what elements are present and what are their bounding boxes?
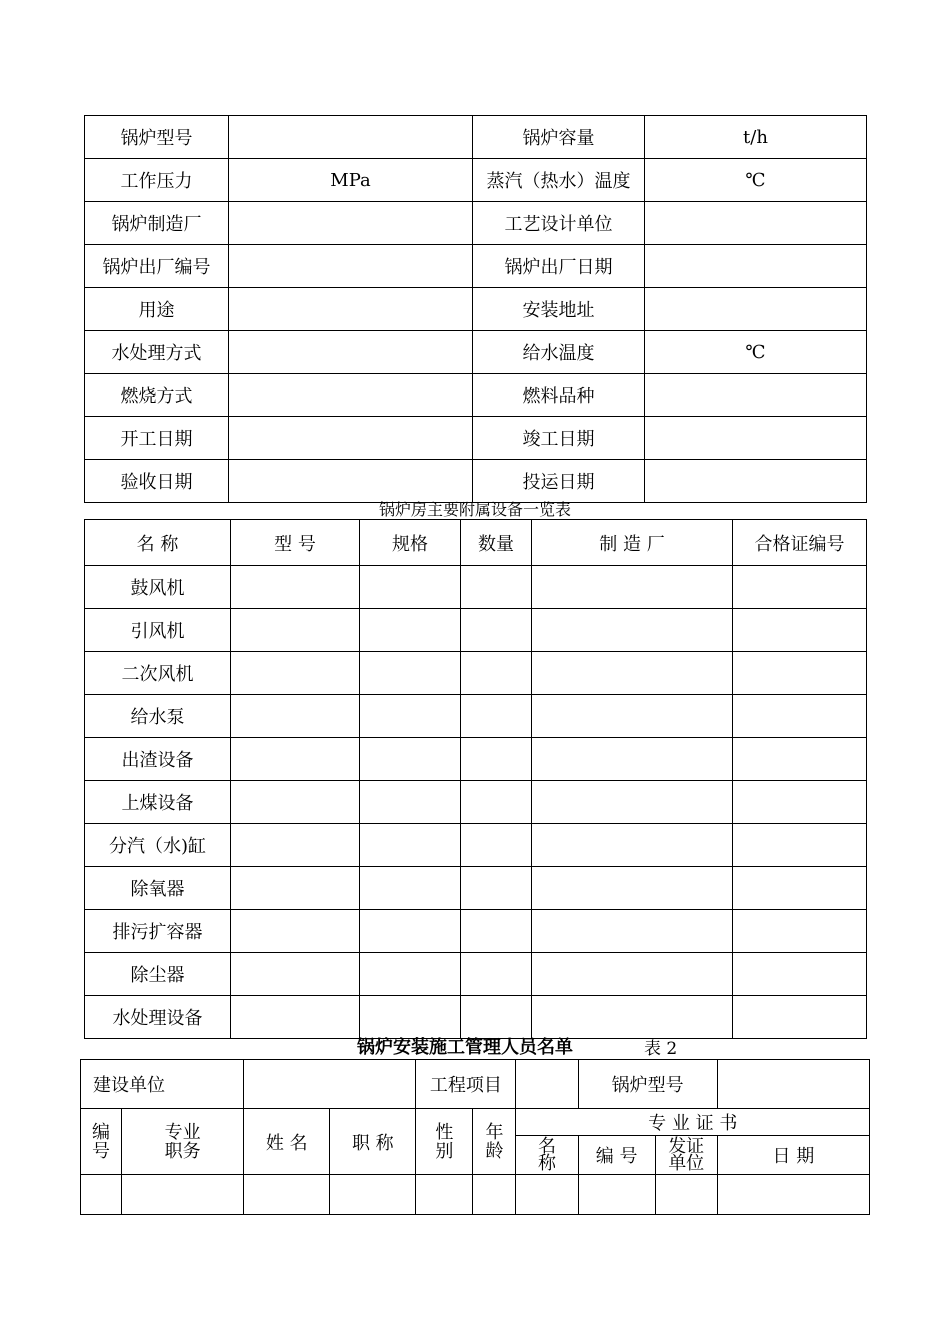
equipment-name: 给水泵 xyxy=(85,695,231,738)
boiler-info-label: 锅炉型号 xyxy=(85,116,229,159)
boiler-info-label: 水处理方式 xyxy=(85,331,229,374)
equipment-caption: 锅炉房主要附属设备一览表 xyxy=(378,500,571,519)
equipment-cell xyxy=(461,910,532,953)
col-number-line: 编 xyxy=(92,1121,111,1143)
boiler-info-value xyxy=(229,374,473,417)
equipment-cell xyxy=(532,781,733,824)
boiler-info-value xyxy=(229,417,473,460)
equipment-row xyxy=(85,910,867,953)
equipment-cell xyxy=(733,738,867,781)
boiler-info-row xyxy=(85,460,867,503)
equipment-row xyxy=(85,695,867,738)
empty-cell xyxy=(473,1175,516,1215)
equipment-row xyxy=(85,953,867,996)
col-gender-line: 性 xyxy=(435,1121,454,1143)
empty-cell xyxy=(655,1175,717,1215)
equipment-row xyxy=(85,566,867,609)
boiler-info-label: 开工日期 xyxy=(85,417,229,460)
boiler-info-label: 竣工日期 xyxy=(473,417,645,460)
equipment-name: 除氧器 xyxy=(85,867,231,910)
equipment-name: 引风机 xyxy=(85,609,231,652)
boiler-info-row xyxy=(85,288,867,331)
equipment-header: 制 造 厂 xyxy=(532,520,733,566)
boiler-model-value xyxy=(717,1060,869,1109)
equipment-cell xyxy=(231,695,360,738)
col-gender-header xyxy=(416,1109,473,1175)
boiler-info-label: 锅炉出厂编号 xyxy=(85,245,229,288)
empty-cell xyxy=(244,1175,330,1215)
equipment-header: 型 号 xyxy=(231,520,360,566)
equipment-header: 名 称 xyxy=(85,520,231,566)
equipment-cell xyxy=(231,824,360,867)
equipment-cell xyxy=(733,695,867,738)
boiler-info-row xyxy=(85,202,867,245)
equipment-cell xyxy=(532,609,733,652)
equipment-cell xyxy=(532,953,733,996)
equipment-row xyxy=(85,824,867,867)
equipment-cell xyxy=(231,953,360,996)
equipment-header: 规格 xyxy=(360,520,461,566)
equipment-cell xyxy=(360,867,461,910)
equipment-name: 排污扩容器 xyxy=(85,910,231,953)
equipment-cell xyxy=(733,781,867,824)
equipment-cell xyxy=(532,996,733,1039)
equipment-cell xyxy=(532,695,733,738)
equipment-row xyxy=(85,738,867,781)
equipment-name: 二次风机 xyxy=(85,652,231,695)
boiler-info-label: 蒸汽（热水）温度 xyxy=(473,159,645,202)
col-age-line: 年 xyxy=(485,1121,504,1143)
equipment-cell xyxy=(231,609,360,652)
build-unit-label: 建设单位 xyxy=(81,1060,244,1109)
boiler-info-label: 给水温度 xyxy=(473,331,645,374)
boiler-info-row xyxy=(85,159,867,202)
equipment-cell xyxy=(360,910,461,953)
boiler-model-label: 锅炉型号 xyxy=(578,1060,717,1109)
equipment-cell xyxy=(733,652,867,695)
equipment-cell xyxy=(461,824,532,867)
equipment-cell xyxy=(360,695,461,738)
personnel-table xyxy=(80,1059,870,1215)
equipment-name: 分汽（水)缸 xyxy=(85,824,231,867)
equipment-cell xyxy=(733,867,867,910)
boiler-info-row xyxy=(85,245,867,288)
boiler-info-value xyxy=(645,288,867,331)
equipment-cell xyxy=(231,652,360,695)
equipment-row xyxy=(85,867,867,910)
boiler-info-value xyxy=(229,331,473,374)
equipment-cell xyxy=(532,566,733,609)
col-duty-header xyxy=(122,1109,244,1175)
boiler-info-label: 用途 xyxy=(85,288,229,331)
equipment-cell xyxy=(733,953,867,996)
boiler-info-row xyxy=(85,116,867,159)
equipment-name: 出渣设备 xyxy=(85,738,231,781)
project-value xyxy=(516,1060,578,1109)
equipment-cell xyxy=(532,910,733,953)
equipment-cell xyxy=(461,566,532,609)
equipment-cell xyxy=(231,738,360,781)
equipment-cell xyxy=(733,910,867,953)
boiler-info-label: 验收日期 xyxy=(85,460,229,503)
boiler-info-value: ℃ xyxy=(645,159,867,202)
equipment-cell xyxy=(733,824,867,867)
equipment-cell xyxy=(733,996,867,1039)
personnel-header-row xyxy=(81,1109,870,1136)
equipment-name: 除尘器 xyxy=(85,953,231,996)
cert-number-header: 编 号 xyxy=(578,1136,655,1175)
equipment-cell xyxy=(733,609,867,652)
equipment-header: 合格证编号 xyxy=(733,520,867,566)
equipment-cell xyxy=(231,867,360,910)
equipment-cell xyxy=(461,652,532,695)
equipment-cell xyxy=(461,867,532,910)
equipment-cell xyxy=(231,566,360,609)
equipment-cell xyxy=(532,738,733,781)
empty-cell xyxy=(578,1175,655,1215)
col-age-header xyxy=(473,1109,516,1175)
equipment-cell xyxy=(360,953,461,996)
equipment-cell xyxy=(461,695,532,738)
equipment-cell xyxy=(532,652,733,695)
boiler-info-value: t/h xyxy=(645,116,867,159)
boiler-info-row xyxy=(85,331,867,374)
col-duty-line: 职务 xyxy=(164,1140,201,1162)
boiler-info-label: 锅炉出厂日期 xyxy=(473,245,645,288)
equipment-cell xyxy=(360,996,461,1039)
cert-group-header: 专 业 证 书 xyxy=(516,1109,870,1136)
equipment-name: 上煤设备 xyxy=(85,781,231,824)
personnel-top-row xyxy=(81,1060,870,1109)
empty-cell xyxy=(330,1175,416,1215)
boiler-info-label: 工作压力 xyxy=(85,159,229,202)
equipment-row xyxy=(85,609,867,652)
equipment-row xyxy=(85,996,867,1039)
equipment-name: 水处理设备 xyxy=(85,996,231,1039)
equipment-cell xyxy=(360,609,461,652)
personnel-table-number: 表 2 xyxy=(644,1039,678,1059)
boiler-info-value xyxy=(645,460,867,503)
equipment-cell xyxy=(231,910,360,953)
boiler-info-label: 工艺设计单位 xyxy=(473,202,645,245)
col-number-header xyxy=(81,1109,122,1175)
boiler-info-value xyxy=(645,374,867,417)
col-title-header: 职 称 xyxy=(330,1109,416,1175)
boiler-info-value xyxy=(229,245,473,288)
col-duty-line: 专业 xyxy=(164,1121,201,1143)
boiler-info-value xyxy=(229,460,473,503)
boiler-info-label: 锅炉容量 xyxy=(473,116,645,159)
boiler-info-value xyxy=(229,202,473,245)
personnel-title: 锅炉安装施工管理人员名单 xyxy=(357,1037,573,1058)
project-label: 工程项目 xyxy=(416,1060,516,1109)
boiler-info-value xyxy=(645,245,867,288)
cert-issuer-line: 单位 xyxy=(668,1153,705,1174)
boiler-info-value xyxy=(229,288,473,331)
empty-cell xyxy=(516,1175,578,1215)
equipment-cell xyxy=(532,824,733,867)
equipment-cell xyxy=(360,781,461,824)
col-age-line: 龄 xyxy=(485,1140,504,1162)
boiler-info-table xyxy=(84,115,867,503)
empty-cell xyxy=(416,1175,473,1215)
cert-name-line: 名 xyxy=(538,1136,557,1157)
cert-issuer-line: 发证 xyxy=(668,1136,705,1157)
equipment-cell xyxy=(360,738,461,781)
boiler-info-value: MPa xyxy=(229,159,473,202)
equipment-cell xyxy=(733,566,867,609)
equipment-header: 数量 xyxy=(461,520,532,566)
equipment-cell xyxy=(461,609,532,652)
equipment-cell xyxy=(360,566,461,609)
equipment-cell xyxy=(461,996,532,1039)
boiler-info-row xyxy=(85,417,867,460)
equipment-cell xyxy=(532,867,733,910)
equipment-cell xyxy=(461,953,532,996)
boiler-info-label: 投运日期 xyxy=(473,460,645,503)
equipment-table xyxy=(84,519,867,1039)
equipment-cell xyxy=(461,738,532,781)
equipment-name: 鼓风机 xyxy=(85,566,231,609)
cert-issuer-header xyxy=(655,1136,717,1175)
boiler-info-label: 燃烧方式 xyxy=(85,374,229,417)
boiler-info-label: 锅炉制造厂 xyxy=(85,202,229,245)
col-number-line: 号 xyxy=(92,1140,111,1162)
equipment-cell xyxy=(461,781,532,824)
boiler-info-row xyxy=(85,374,867,417)
boiler-info-value xyxy=(645,417,867,460)
equipment-row xyxy=(85,781,867,824)
equipment-cell xyxy=(360,652,461,695)
col-gender-line: 别 xyxy=(435,1140,454,1162)
boiler-info-label: 安装地址 xyxy=(473,288,645,331)
col-name-header: 姓 名 xyxy=(244,1109,330,1175)
build-unit-value xyxy=(244,1060,416,1109)
boiler-info-value xyxy=(645,202,867,245)
cert-name-line: 称 xyxy=(538,1153,557,1174)
empty-cell xyxy=(122,1175,244,1215)
boiler-info-value xyxy=(229,116,473,159)
cert-name-header xyxy=(516,1136,578,1175)
equipment-header-row xyxy=(85,520,867,566)
equipment-cell xyxy=(231,996,360,1039)
equipment-cell xyxy=(360,824,461,867)
personnel-empty-row xyxy=(81,1175,870,1215)
cert-date-header: 日 期 xyxy=(717,1136,869,1175)
empty-cell xyxy=(717,1175,869,1215)
empty-cell xyxy=(81,1175,122,1215)
boiler-info-label: 燃料品种 xyxy=(473,374,645,417)
equipment-row xyxy=(85,652,867,695)
equipment-cell xyxy=(231,781,360,824)
boiler-info-value: ℃ xyxy=(645,331,867,374)
